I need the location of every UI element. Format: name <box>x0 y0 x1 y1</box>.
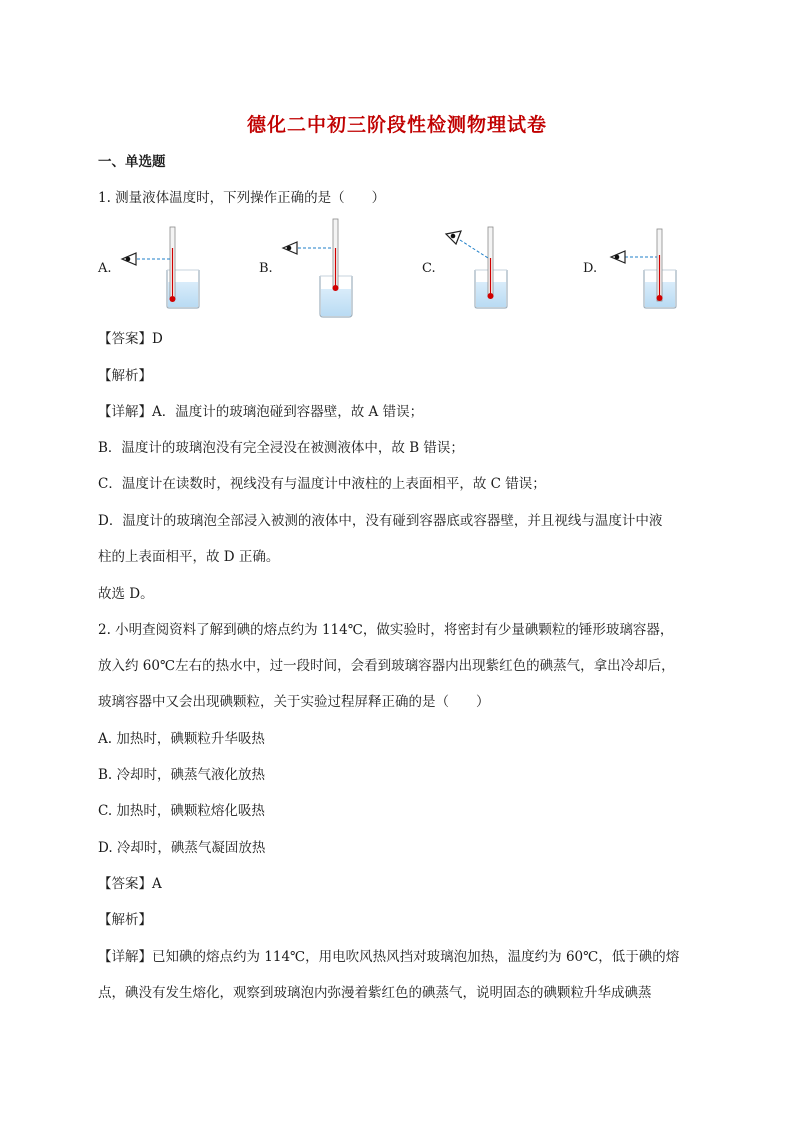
q2-stem-line: 2. 小明查阅资料了解到碘的熔点约为 114℃，做实验时，将密封有少量碘颗粒的锤形玻璃容器， <box>98 622 674 638</box>
q1-detail-line: D．温度计的玻璃泡全部浸入被测的液体中，没有碰到容器底或容器壁，并且视线与温度计中液 <box>98 513 663 529</box>
q2-detail-line: 【详解】已知碘的熔点约为 114℃，用电吹风热风挡对玻璃泡加热，温度约为 60℃，低于碘的熔 <box>98 949 680 965</box>
q1-detail-line: B．温度计的玻璃泡没有完全浸没在被测液体中，故 B 错误； <box>98 440 464 456</box>
q1-stem: 1. 测量液体温度时，下列操作正确的是（ ） <box>98 190 386 206</box>
q2-stem-line: 玻璃容器中又会出现碘颗粒，关于实验过程屏释正确的是（ ） <box>98 694 490 710</box>
q1-detail-line: 【详解】A．温度计的玻璃泡碰到容器壁，故 A 错误； <box>98 404 424 420</box>
q1-option-b-label: B. <box>259 261 273 276</box>
eye-icon-c <box>446 231 461 244</box>
q2-analysis-heading: 【解析】 <box>98 912 152 928</box>
eye-icon-a <box>122 253 136 265</box>
q2-option: B. 冷却时，碘蒸气液化放热 <box>98 767 266 783</box>
figure-a <box>122 227 199 308</box>
page-title: 德化二中初三阶段性检测物理试卷 <box>246 114 547 136</box>
figure-b <box>283 219 352 317</box>
q1-detail-line: 柱的上表面相平，故 D 正确。 <box>98 549 280 565</box>
q2-answer: 【答案】A <box>98 876 162 892</box>
q2-option: D. 冷却时，碘蒸气凝固放热 <box>98 840 266 856</box>
q1-option-d-label: D. <box>583 261 598 276</box>
eye-icon-b <box>283 242 297 254</box>
thermometer-figures <box>0 0 794 330</box>
eye-icon-d <box>611 251 625 263</box>
q2-option: A. 加热时，碘颗粒升华吸热 <box>98 731 265 747</box>
q2-detail-line: 点，碘没有发生熔化，观察到玻璃泡内弥漫着紫红色的碘蒸气，说明固态的碘颗粒升华成碘蒸 <box>98 985 652 1001</box>
section-heading: 一、单选题 <box>98 154 166 170</box>
q1-analysis-heading: 【解析】 <box>98 368 152 384</box>
q1-option-a-label: A. <box>98 261 112 276</box>
q1-detail-line: C．温度计在读数时，视线没有与温度计中液柱的上表面相平，故 C 错误； <box>98 476 546 492</box>
q1-option-c-label: C. <box>422 261 436 276</box>
figure-c <box>446 227 507 308</box>
q2-option: C. 加热时，碘颗粒熔化吸热 <box>98 803 265 819</box>
q1-answer: 【答案】D <box>98 331 163 347</box>
figure-d <box>611 229 676 308</box>
q2-stem-line: 放入约 60℃左右的热水中，过一段时间，会看到玻璃容器内出现紫红色的碘蒸气，拿出冷却后， <box>98 658 675 674</box>
q1-detail-line: 故选 D。 <box>98 586 154 602</box>
